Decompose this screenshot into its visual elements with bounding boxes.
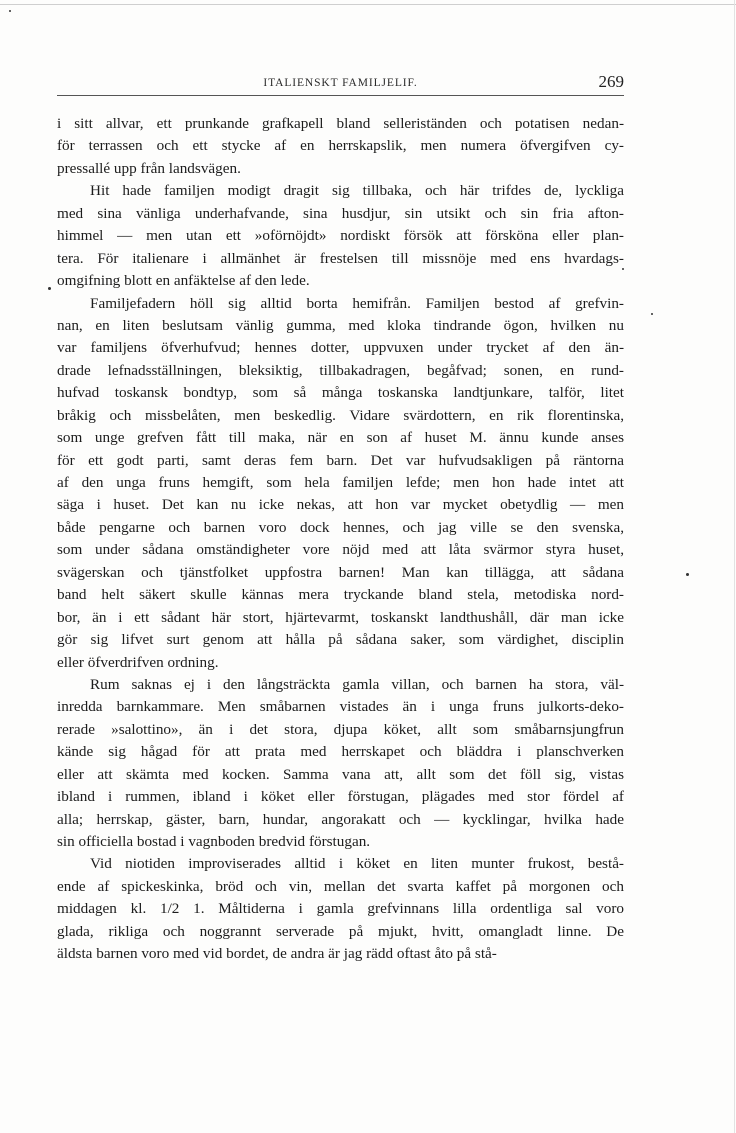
text-line: i sitt allvar, ett prunkande grafkapell bland selleriständen och potatisen nedan- — [57, 115, 624, 132]
text-line: som unge grefven fått till maka, när en son af huset M. ännu kunde anses — [57, 429, 624, 447]
running-header — [57, 74, 624, 96]
text-line: drade lefnadsställningen, bleksiktig, tillbakadragen, begåfvad; sonen, en rund- — [57, 361, 624, 379]
text-line: som under sådana omständigheter vore nöjd med att låta svärmor styra huset, — [57, 541, 624, 559]
running-title: ITALIENSKT FAMILJELIF. — [263, 77, 418, 89]
text-line: eller att skämta med kocken. Samma vana att, allt som det föll sig, vistas — [57, 765, 624, 783]
text-line: för ett godt parti, samt deras fem barn. Det var hufvudsakligen på räntorna — [57, 451, 624, 469]
body-text — [57, 113, 624, 966]
text-line: med sina vänliga underhafvande, sina husdjur, sin utsikt och sin fria afton- — [57, 204, 624, 222]
text-line: svägerskan och tjänstfolket uppfostra barnen! Man kan tillägga, att sådana — [57, 563, 624, 581]
text-line: Rum saknas ej i den långsträckta gamla villan, och barnen ha stora, väl- — [90, 675, 624, 693]
text-line: bor, än i ett sådant här stort, hjärtevarmt, toskanskt landthushåll, där man icke — [57, 608, 624, 626]
text-line: omgifning blott en anfäktelse af den lede. — [57, 272, 310, 290]
paragraph — [57, 674, 624, 854]
text-line: tera. För italienare i allmänhet är frestelsen till missnöje med ens hvardags- — [57, 249, 624, 267]
scan-right-edge — [734, 0, 735, 1133]
header-rule — [57, 95, 624, 96]
paragraph — [57, 293, 624, 674]
text-line: ibland i rummen, ibland i köket eller förstugan, plägades med stor fördel af — [57, 788, 624, 806]
text-line: alla; herrskap, gäster, barn, hundar, angorakatt och — kycklingar, hvilka hade — [57, 810, 624, 828]
text-line: af den unga fruns hemgift, som hela familjen lefde; men hon hade intet att — [57, 474, 624, 491]
text-line: eller öfverdrifven ordning. — [57, 653, 219, 671]
text-line: äldsta barnen voro med vid bordet, de andra är jag rädd oftast åto på stå- — [57, 945, 497, 963]
text-line: kände sig hågad för att prata med herrskapet och bläddra i planschverken — [57, 743, 624, 761]
text-line: både pengarne och barnen voro dock hennes, och jag ville se den svenska, — [57, 518, 624, 536]
text-line: bråkig och missbelåten, men beskedlig. Vidare svärdottern, en rik florentinska, — [57, 406, 624, 424]
text-line: pressallé upp från landsvägen. — [57, 159, 241, 177]
scan-speck — [651, 313, 653, 315]
text-line: ende af spickeskinka, bröd och vin, mellan det svarta kaffet på morgonen och — [57, 877, 624, 895]
text-line: glada, rikliga och noggrannt serverade på mjukt, hvitt, omangladt linne. De — [57, 922, 624, 940]
text-line: för terrassen och ett stycke af en herrskapslik, men numera öfvergifven cy- — [57, 137, 624, 155]
text-line: Familjefadern höll sig alltid borta hemifrån. Familjen bestod af grefvin- — [90, 294, 624, 312]
paragraph — [57, 853, 624, 965]
scan-speck — [686, 573, 689, 576]
text-line: rerade »salottino», än i det stora, djupa köket, allt som småbarnsjungfrun — [57, 720, 624, 738]
paragraph — [57, 180, 624, 292]
paragraph — [57, 113, 624, 180]
page-number: 269 — [598, 72, 624, 91]
scan-speck — [48, 287, 51, 290]
text-line: inredda barnkammare. Men småbarnen vistades än i unga fruns julkorts-deko- — [57, 698, 624, 716]
text-line: Vid niotiden improviserades alltid i köket en liten munter frukost, bestå- — [90, 855, 624, 873]
scan-speck — [9, 10, 11, 12]
text-line: middagen kl. 1/2 1. Måltiderna i gamla grefvinnans lilla ordentliga sal voro — [57, 900, 624, 918]
text-line: Hit hade familjen modigt dragit sig tillbaka, och här trifdes de, lyckliga — [90, 182, 624, 200]
text-line: säga i huset. Det kan nu icke nekas, att hon var mycket obetydlig — men — [57, 496, 624, 514]
text-line: gör sig lifvet surt genom att hålla på sådana saker, som värdighet, disciplin — [57, 631, 624, 649]
text-line: nan, en liten beslutsam vänlig gumma, med kloka tindrande ögon, hvilken nu — [57, 316, 624, 334]
text-line: himmel — men utan ett »oförnöjdt» nordiskt försök att försköna eller plan- — [57, 227, 624, 245]
text-line: sin officiella bostad i vagnboden bredvid förstugan. — [57, 833, 371, 850]
text-line: hufvad toskansk bondtyp, som så många toskanska landtjunkare, talför, litet — [57, 384, 624, 402]
text-line: var familjens öfverhufvud; hennes dotter, uppvuxen under trycket af den än- — [57, 339, 624, 357]
scan-top-edge — [0, 4, 736, 5]
text-line: band helt säkert skulle kännas mera tryckande bland stela, metodiska nord- — [57, 586, 624, 604]
